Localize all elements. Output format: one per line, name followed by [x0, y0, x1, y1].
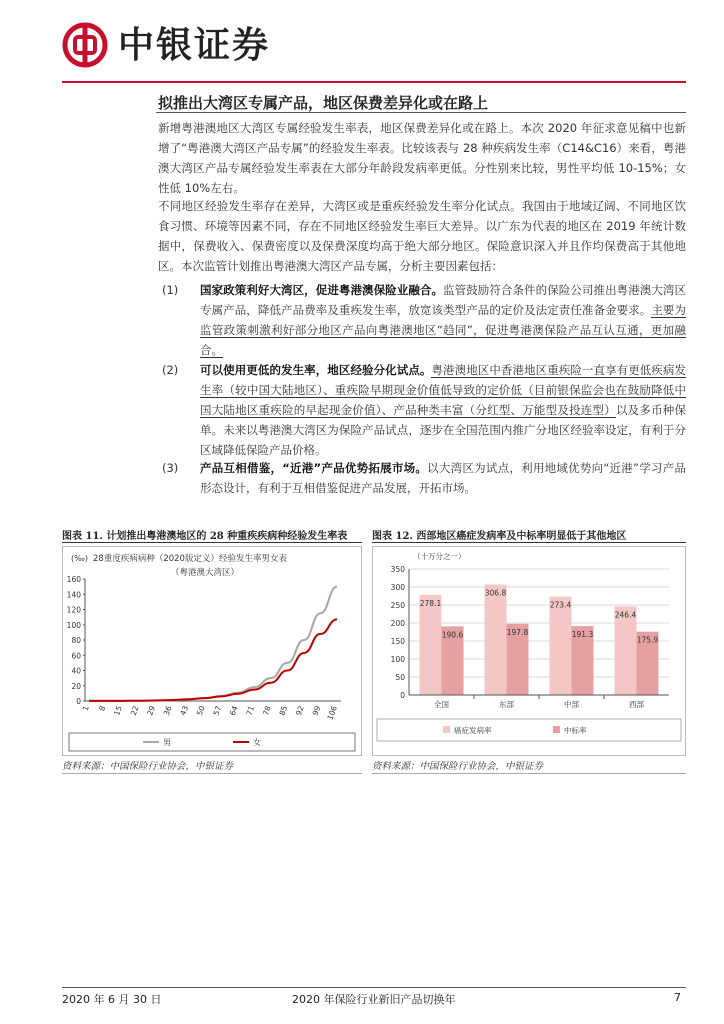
bar-chart [373, 547, 685, 755]
x-tick-label: 43 [178, 704, 191, 717]
x-tick-label: 92 [294, 704, 306, 717]
item-number: (1) [162, 283, 179, 297]
y-tick-label: 60 [71, 651, 81, 661]
item-text: 以及多币种保单。未来以粤港澳大湾区为保险产品试点，逐步在全国范围内推广分地区经验率设定，有利于分区域降低保险产品价格。 [200, 403, 687, 457]
bar-value-label: 197.8 [506, 627, 529, 637]
figure-11-source: 资料来源：中国保险行业协会，中银证券 [62, 761, 234, 772]
x-tick-label: 64 [227, 704, 240, 717]
y-tick-label: 40 [71, 666, 81, 676]
x-tick-label: 57 [211, 704, 224, 717]
bar-value-label: 278.1 [419, 598, 442, 608]
figure-12-source: 资料来源：中国保险行业协会，中银证券 [372, 761, 544, 772]
item-heading: 产品互相借鉴，“近港”产品优势拓展市场。 [200, 461, 428, 475]
y-tick-label: 150 [390, 637, 405, 646]
header-logo [62, 22, 362, 72]
bar-value-label: 175.9 [636, 635, 659, 645]
x-tick-label: 78 [261, 704, 273, 717]
y-tick-label: 300 [390, 583, 405, 592]
y-tick-label: 0 [76, 697, 81, 706]
x-category-label: 中部 [564, 700, 579, 709]
section-divider [156, 112, 686, 113]
series-line-male [89, 587, 337, 701]
footer-rule [62, 987, 686, 988]
chart-title: 28重度疾病病种（2020版定义）经验发生率男女表 [93, 554, 287, 564]
page-number: 7 [674, 991, 681, 1004]
bar-cancer-incidence [550, 597, 572, 695]
figure-11-chart-frame [62, 546, 362, 756]
y-tick-label: 0 [400, 691, 405, 700]
figure-12-caption: 图表 12. 西部地区癌症发病率及中标率明显低于其他地区 [372, 531, 627, 542]
figure-12-bottom-rule [372, 773, 686, 774]
paragraph-2: 不同地区经验发生率存在差异，大湾区或是重疾经验发生率分化试点。我国由于地域辽阔、不同地区饮食习惯、环境等因素不同，存在不同地区经验发生率巨大差异。以广东为代表的地区在 2019 年统计数据中，保费收入、保费密度以及保费深度均高于绝大部分地区。保险意识深入并且作均保费高于其他地区。本次监管计划推出粤港澳大湾区产品专属，分析主要因素包括： [158, 199, 686, 273]
item-number: (3) [162, 461, 179, 475]
bar-value-label: 190.6 [441, 630, 464, 640]
x-tick-label: 85 [277, 704, 290, 717]
legend-label: 男 [163, 738, 171, 747]
x-category-label: 东部 [499, 700, 514, 709]
item-number: (2) [162, 363, 179, 377]
bar-value-label: 273.4 [549, 600, 572, 610]
x-category-label: 西部 [629, 700, 644, 709]
item-underlined-text: 粤港澳地区中香港地区重疾险一直享有更低疾病发生率（较中国大陆地区）、重疾险早期现金价值低导致的定价低（目前银保监会也在鼓励降低中国大陆地区重疾险的早起现金价值）、产品种类丰富（分红型、万能型及投连型） [200, 363, 687, 417]
section-title: 拟推出大湾区专属产品，地区保费差异化或在路上 [158, 94, 489, 112]
line-chart [63, 547, 361, 755]
footer-date: 2020 年 6 月 30 日 [62, 993, 162, 1006]
item-underlined-text: 主要为监管政策刺激利好部分地区产品向粤港澳地区“趋同”，促进粤港澳保险产品互认互通，更加融合。 [200, 303, 687, 357]
bar-cancer-incidence [615, 606, 637, 695]
item-text: 监管鼓励符合条件的保险公司推出粤港澳大湾区专属产品，降低产品费率及重疾发生率，放宽该类型产品的定价及法定责任准备金要求。 [200, 283, 687, 317]
header-rule [62, 81, 686, 83]
item-heading: 国家政策利好大湾区，促进粤港澳保险业融合。 [200, 283, 444, 297]
item-body [200, 280, 686, 360]
figure-11-rule [62, 542, 362, 543]
y-tick-label: 120 [66, 605, 81, 615]
y-tick-label: 50 [395, 673, 405, 682]
brand-name: 中银证券 [118, 24, 271, 66]
legend-box [69, 733, 355, 751]
x-tick-label: 50 [194, 704, 207, 717]
y-tick-label: 100 [390, 655, 405, 664]
paragraph-1: 新增粤港澳地区大湾区专属经验发生率表，地区保费差异化或在路上。本次 2020 年征求意见稿中也新增了“粤港澳大湾区产品专属”的经验发生率表。比较该表与 28 种疾病发生率（C14&C16）来看，粤港澳大湾区产品专属经验发生率表在大部分年龄段发病率更低。分性别来比较，男性平均低 10-15%；女性低 10%左右。 [158, 121, 686, 195]
bar-value-label: 191.3 [571, 630, 594, 640]
bar-cancer-incidence [420, 595, 442, 695]
y-tick-label: 140 [66, 590, 81, 600]
x-tick-label: 15 [112, 704, 124, 717]
y-tick-label: 80 [71, 636, 81, 645]
item-body [200, 458, 686, 498]
y-axis-unit-label: (‰) [71, 554, 88, 563]
x-tick-label: 106 [325, 704, 339, 722]
item-heading: 可以使用更低的发生率，地区经验分化试点。 [200, 363, 432, 377]
x-tick-label: 99 [310, 704, 323, 717]
x-tick-label: 36 [161, 704, 174, 717]
x-tick-label: 8 [97, 704, 108, 713]
x-tick-label: 22 [128, 704, 141, 717]
list-item [158, 458, 686, 498]
legend-swatch [443, 726, 450, 733]
bank-of-china-logo-icon [62, 22, 108, 68]
figure-11-bottom-rule [62, 773, 362, 774]
list-item [158, 280, 687, 357]
y-tick-label: 100 [66, 620, 81, 630]
footer-doc-title: 2020 年保险行业新旧产品切换年 [292, 993, 456, 1006]
figure-11-caption: 图表 11. 计划推出粤港澳地区的 28 种重疾疾病种经验发生率表 [62, 531, 348, 542]
legend-label: 女 [253, 738, 261, 747]
x-category-label: 全国 [434, 700, 449, 709]
bar-value-label: 246.4 [614, 610, 637, 620]
y-tick-label: 200 [390, 619, 405, 628]
y-tick-label: 250 [390, 601, 405, 610]
legend-swatch [553, 726, 560, 733]
x-tick-label: 29 [145, 704, 158, 717]
figure-12-rule [372, 542, 686, 543]
series-line-female [89, 619, 337, 701]
item-body [200, 360, 686, 460]
list-item [158, 360, 687, 457]
bar-value-label: 306.8 [484, 588, 507, 598]
legend-label: 中标率 [564, 726, 587, 735]
x-tick-label: 71 [244, 704, 257, 717]
legend-box [377, 719, 681, 741]
figure-12-chart-frame [372, 546, 686, 756]
bar-cancer-incidence [485, 585, 507, 695]
chart-subtitle: （粤港澳大湾区） [171, 568, 240, 578]
legend-label: 癌症发病率 [454, 726, 492, 735]
y-axis-unit-label: （十万分之一） [413, 552, 466, 561]
y-tick-label: 160 [66, 575, 81, 584]
x-tick-label: 1 [80, 704, 91, 713]
y-tick-label: 350 [390, 565, 405, 574]
y-tick-label: 20 [71, 681, 81, 691]
item-text: 以大湾区为试点，利用地域优势向“近港”学习产品形态设计，有利于互相借鉴促进产品发展，开拓市场。 [200, 461, 686, 495]
